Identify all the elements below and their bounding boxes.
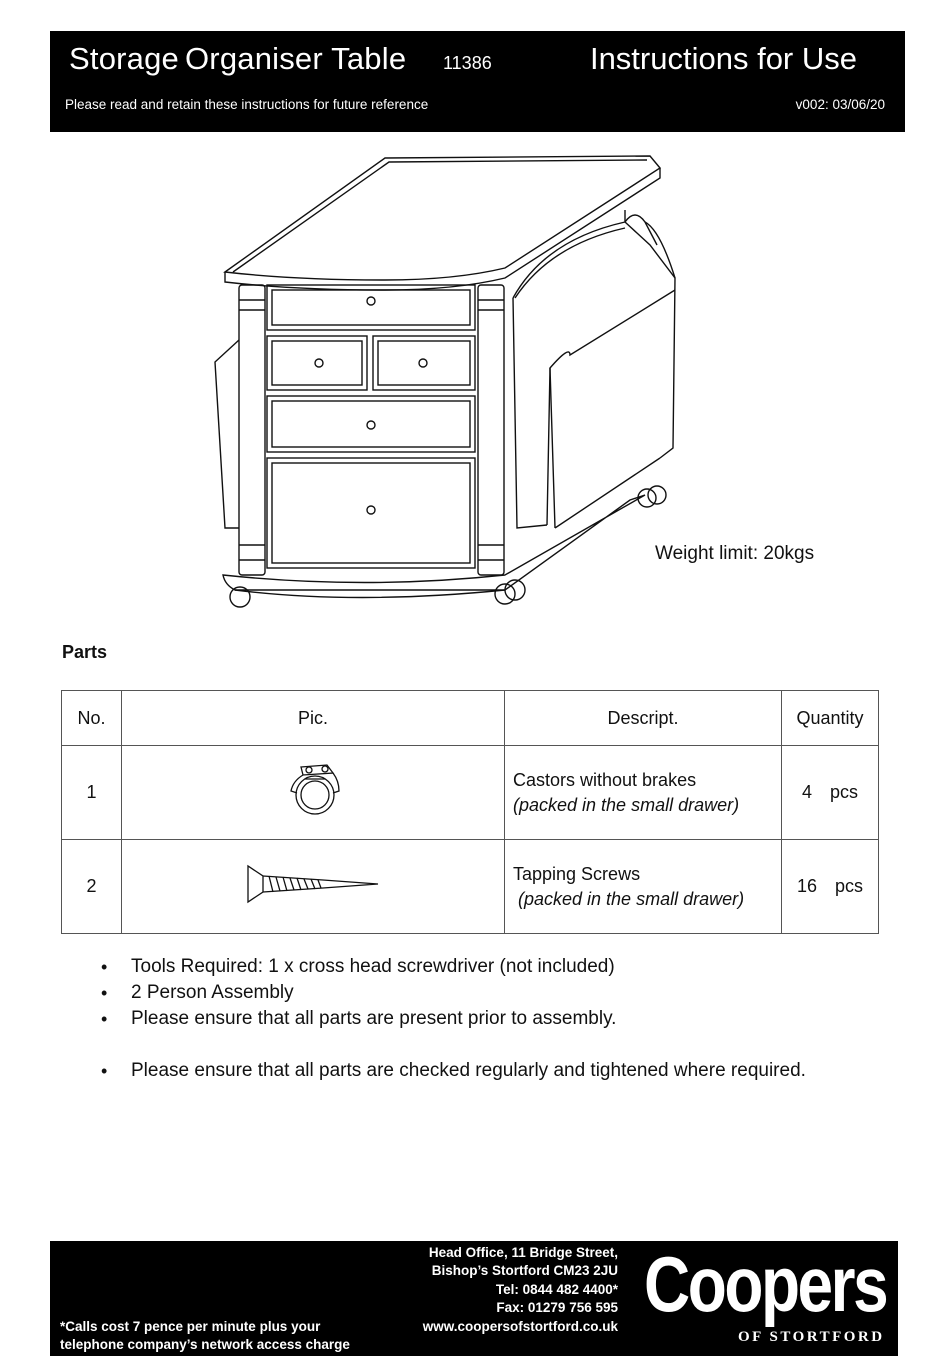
company-logo (640, 1240, 890, 1351)
screw-icon (243, 864, 383, 904)
brand-subtitle: OF STORTFORD (738, 1329, 885, 1345)
brand-name: Coopers (644, 1240, 887, 1328)
part-description (505, 746, 782, 840)
contact-fax: Fax: 01279 756 595 (496, 1300, 618, 1316)
contact-website: www.coopersofstortford.co.uk (422, 1318, 618, 1334)
storage-table-illustration (205, 150, 695, 615)
version-label: v002: 03/06/20 (795, 97, 885, 112)
table-row (62, 746, 879, 840)
header-subtitle: Please read and retain these instructions for future reference (65, 97, 429, 112)
assembly-notes (94, 955, 806, 1085)
weight-limit: Weight limit: 20kgs (655, 543, 815, 564)
title-word-1: Storage (69, 41, 179, 76)
part-description-note: (packed in the small drawer) (518, 888, 745, 909)
part-description-title: Tapping Screws (513, 863, 641, 884)
call-note-line: *Calls cost 7 pence per minute plus your (60, 1319, 321, 1334)
list-item: • Tools Required: 1 x cross head screwdriver (not included) (94, 955, 806, 981)
quantity-unit: pcs (835, 876, 864, 896)
document-type: Instructions for Use (589, 41, 857, 76)
table-header-row (62, 691, 879, 746)
quantity-value: 4 (801, 782, 812, 802)
parts-heading: Parts (62, 642, 108, 662)
part-quantity (782, 746, 879, 840)
part-picture (122, 746, 505, 840)
call-note-line: telephone company’s network access charge (60, 1337, 350, 1352)
list-item: • Please ensure that all parts are checked regularly and tightened where required. (94, 1059, 806, 1085)
call-cost-note (60, 1318, 350, 1354)
list-item: • Please ensure that all parts are present prior to assembly. (94, 1007, 806, 1033)
part-number: 2 (62, 840, 122, 934)
part-description-title: Castors without brakes (513, 769, 697, 790)
part-description (505, 840, 782, 934)
column-header-pic: Pic. (122, 691, 505, 746)
castor-icon (283, 759, 343, 821)
contact-details (420, 1244, 618, 1336)
title-word-2: Organiser Table (184, 41, 407, 76)
quantity-value: 16 (796, 876, 817, 896)
column-header-no: No. (62, 691, 122, 746)
part-number: 1 (62, 746, 122, 840)
footer-bar (50, 1241, 898, 1356)
quantity-unit: pcs (830, 782, 859, 802)
contact-address-line: Head Office, 11 Bridge Street, (428, 1245, 618, 1260)
document-title (69, 41, 406, 77)
table-row (62, 840, 879, 934)
list-item: • 2 Person Assembly (94, 981, 806, 1007)
part-quantity (782, 840, 879, 934)
part-picture (122, 840, 505, 934)
header-bar (50, 31, 905, 132)
part-description-note: (packed in the small drawer) (513, 794, 740, 815)
contact-address-line: Bishop’s Stortford CM23 2JU (431, 1263, 618, 1279)
column-header-quantity: Quantity (782, 691, 879, 746)
parts-table (61, 690, 879, 934)
product-code: 11386 (443, 53, 492, 73)
column-header-description: Descript. (505, 691, 782, 746)
contact-phone: Tel: 0844 482 4400* (495, 1281, 618, 1297)
